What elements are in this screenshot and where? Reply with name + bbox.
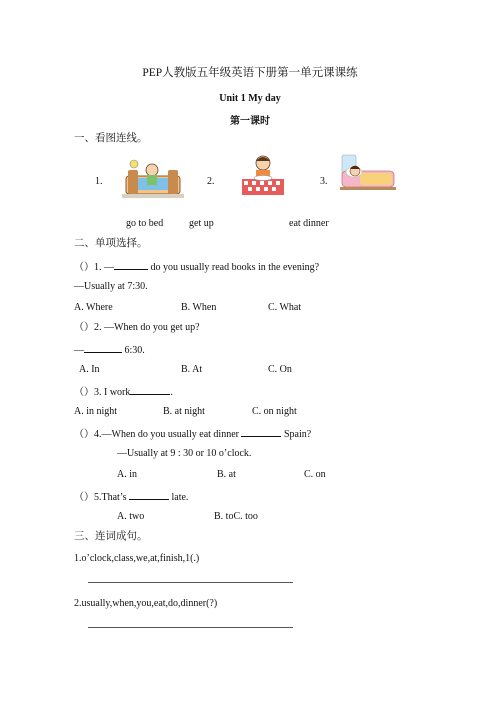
question-1-option-c: C. What [268,302,302,313]
question-5-option-a: A. two [117,511,145,522]
question-2-option-b: B. At [181,364,203,375]
question-5-blank[interactable] [129,490,169,500]
question-2: （）2. —When do you get up? [74,322,200,333]
question-2-dash: — [74,345,84,356]
unit-heading: Unit 1 My day [219,93,281,104]
question-2-option-c: C. On [268,364,292,375]
section1-heading: 一、看图连线。 [74,133,148,144]
question-3 [74,385,173,399]
question-1-blank[interactable] [114,260,148,270]
page-title: PEP人教版五年级英语下册第一单元课课练 [142,67,358,79]
boy-eating-dinner-picture [236,153,290,201]
question-1-option-b: B. When [181,302,217,313]
boy-getting-up-picture [122,156,184,202]
lesson-heading: 第一课时 [230,116,270,127]
girl-sleeping-picture [340,153,396,193]
question-1-prefix: （）1. — [74,262,114,273]
question-4-option-c: C. on [304,469,326,480]
reorder-answer-line-2[interactable] [88,627,293,628]
question-5 [74,490,188,504]
question-5-prefix: （）5.That’s [74,492,129,503]
question-4-answer-line: —Usually at 9 : 30 or 10 o’clock. [117,448,252,459]
question-4-prefix: （）4.—When do you usually eat dinner [74,429,242,440]
question-4-suffix: Spain? [281,429,312,440]
question-1-suffix: do you usually read books in the evening? [148,262,320,273]
question-2-blank[interactable] [84,343,122,353]
question-2-answer-line [74,343,145,357]
question-3-option-c: C. on night [252,406,297,417]
question-1-option-a: A. Where [74,302,113,313]
question-4 [74,427,311,441]
question-3-prefix: （）3. I work [74,387,131,398]
section3-heading: 三、连词成句。 [74,531,148,542]
reorder-question-1: 1.o’clock,class,we,at,finish,1(.) [74,553,200,564]
question-5-suffix: late. [169,492,189,503]
picture-number-2: 2. [207,176,215,187]
question-3-option-b: B. at night [163,406,205,417]
phrase-eat-dinner: eat dinner [289,218,329,229]
question-2-time: 6:30. [122,345,145,356]
reorder-answer-line-1[interactable] [88,582,293,583]
question-4-blank[interactable] [241,427,281,437]
picture-number-1: 1. [95,176,103,187]
question-1 [74,260,319,274]
phrase-go-to-bed: go to bed [126,218,164,229]
question-4-option-b: B. at [217,469,236,480]
question-2-option-a: A. In [79,364,100,375]
section2-heading: 二、单项选择。 [74,238,148,249]
question-3-suffix: . [170,387,173,398]
question-1-answer-line: —Usually at 7:30. [74,281,148,292]
reorder-question-2: 2.usually,when,you,eat,do,dinner(?) [74,598,218,609]
question-3-blank[interactable] [130,385,170,395]
question-5-option-bc: B. toC. too [214,511,258,522]
picture-number-3: 3. [320,176,328,187]
question-3-option-a: A. in night [74,406,118,417]
question-4-option-a: A. in [117,469,137,480]
phrase-get-up: get up [189,218,214,229]
